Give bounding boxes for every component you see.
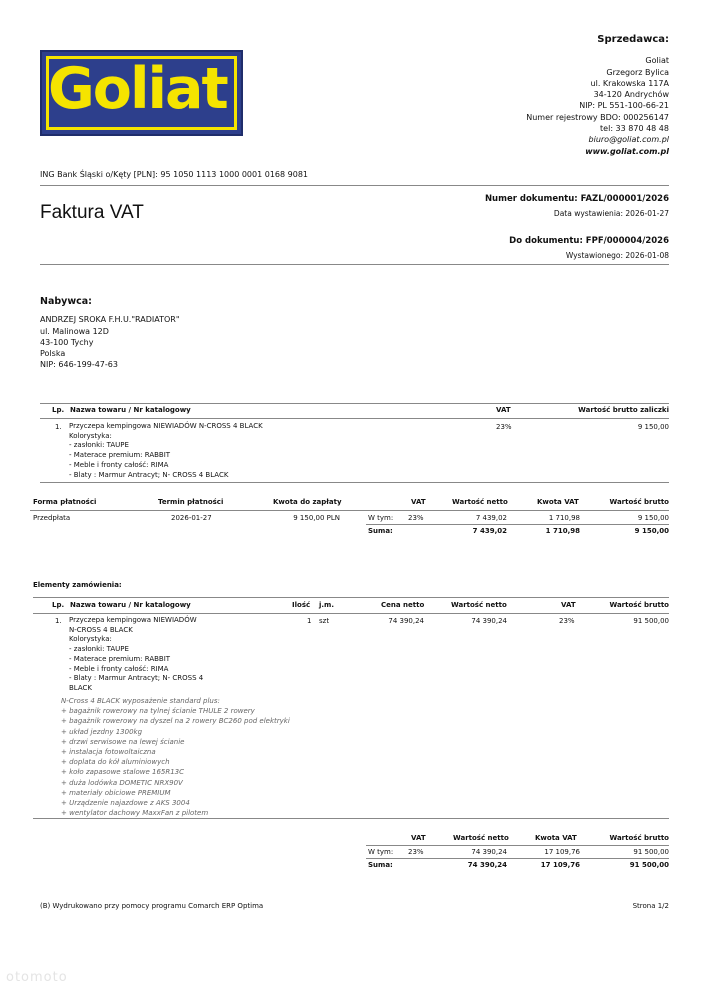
sum-gross: 91 500,00	[629, 861, 669, 869]
buyer-line: NIP: 646-199-47-63	[40, 360, 118, 370]
breakdown-label: W tym:	[368, 848, 394, 856]
item-line: - Blaty : Marmur Antracyt; N- CROSS 4	[69, 674, 204, 683]
sum-vat: 17 109,76	[540, 861, 580, 869]
table-border	[33, 597, 669, 598]
logo-text: Goliat	[48, 56, 227, 122]
vat-rate: 23%	[408, 848, 424, 856]
bank-account: ING Bank Śląski o/Kęty [PLN]: 95 1050 1113 1000 0001 0168 9081	[40, 170, 309, 179]
table-border	[40, 418, 669, 419]
net-value: 74 390,24	[471, 848, 507, 856]
equipment-line: + koło zapasowe stalowe 165R13C	[61, 768, 185, 777]
row-vat: 23%	[496, 423, 512, 431]
document-number: Numer dokumentu: FAZL/000001/2026	[484, 194, 669, 204]
item-line: N-CROSS 4 BLACK	[69, 625, 133, 634]
row-lp: 1.	[55, 423, 62, 431]
issue-date: Data wystawienia: 2026-01-27	[553, 209, 669, 218]
item-description	[69, 422, 263, 480]
seller-line: ul. Krakowska 117A	[590, 78, 669, 88]
order-heading: Elementy zamówienia:	[33, 581, 122, 589]
table-border	[30, 510, 669, 511]
column-header-name: Nazwa towaru / Nr katalogowy	[70, 601, 191, 609]
item-description	[69, 616, 203, 694]
row-gross: 91 500,00	[633, 617, 669, 625]
seller-line: Numer rejestrowy BDO: 000256147	[526, 112, 669, 122]
divider	[40, 185, 669, 186]
item-line: - Meble i fronty całość: RIMA	[69, 460, 169, 469]
seller-line: tel: 33 870 48 48	[600, 124, 669, 134]
row-lp: 1.	[55, 617, 62, 625]
column-header-payment-form: Forma płatności	[33, 498, 97, 506]
equipment-line: + duża lodówka DOMETIC NRX90V	[61, 778, 183, 787]
item-line: - Blaty : Marmur Antracyt; N- CROSS 4 BLACK	[69, 470, 229, 479]
item-line: Przyczepa kempingowa NIEWIADÓW	[69, 616, 197, 624]
column-header-vat: VAT	[411, 498, 426, 506]
sum-label: Suma:	[368, 527, 393, 535]
table-border	[40, 482, 669, 483]
equipment-line: + bagażnik rowerowy na tylnej ścianie THULE 2 rowery	[61, 707, 255, 716]
item-line: - zasłonki: TAUPE	[69, 645, 129, 654]
buyer-line: 43-100 Tychy	[40, 337, 94, 347]
column-header-net-value: Wartość netto	[452, 498, 508, 506]
divider	[40, 264, 669, 265]
buyer-line: Polska	[40, 349, 66, 359]
printed-note: (B) Wydrukowano przy pomocy programu Comarch ERP Optima	[40, 902, 264, 910]
buyer-block	[40, 296, 180, 371]
sum-net: 7 439,02	[472, 527, 507, 535]
watermark: otomoto	[6, 970, 68, 985]
gross-value: 9 150,00	[637, 514, 669, 522]
column-header-vat: VAT	[561, 601, 576, 609]
equipment-line: + doplata do kół aluminiowych	[61, 758, 170, 767]
buyer-heading: Nabywca:	[40, 296, 92, 307]
column-header-vat-amount: Kwota VAT	[537, 498, 579, 506]
equipment-line: + bagażnik rowerowy na dyszel na 2 rowery BC260 pod elektryki	[61, 717, 290, 726]
column-header-gross-advance: Wartość brutto zaliczki	[578, 406, 669, 414]
table-border	[366, 845, 669, 846]
row-gross: 9 150,00	[637, 423, 669, 431]
equipment-list	[61, 696, 290, 818]
table-border	[366, 524, 669, 525]
column-header-amount-due: Kwota do zapłaty	[273, 498, 342, 506]
column-header-name: Nazwa towaru / Nr katalogowy	[70, 406, 191, 414]
column-header-payment-term: Termin płatności	[158, 498, 224, 506]
column-header-vat-amount: Kwota VAT	[535, 834, 577, 842]
table-border	[40, 403, 669, 404]
column-header-vat: VAT	[411, 834, 426, 842]
buyer-line: ul. Malinowa 12D	[40, 326, 109, 336]
vat-amount: 1 710,98	[548, 514, 580, 522]
payment-term: 2026-01-27	[171, 514, 212, 522]
equipment-line: + instalacja fotowoltaiczna	[61, 748, 156, 757]
equipment-line: + Urządzenie najazdowe z AKS 3004	[61, 799, 190, 808]
vat-amount: 17 109,76	[544, 848, 580, 856]
company-logo	[40, 50, 243, 136]
item-line: - Materace premium: RABBIT	[69, 451, 171, 460]
row-unit: szt	[319, 617, 330, 625]
reference-document: Do dokumentu: FPF/000004/2026	[509, 236, 669, 246]
seller-website-link[interactable]: www.goliat.com.pl	[585, 146, 669, 156]
item-line: - Meble i fronty całość: RIMA	[69, 664, 169, 673]
seller-heading: Sprzedawca:	[597, 34, 669, 45]
seller-line: Grzegorz Bylica	[606, 67, 669, 77]
column-header-quantity: Ilość	[292, 601, 311, 609]
breakdown-label: W tym:	[368, 514, 394, 522]
column-header-unit: j.m.	[319, 601, 335, 609]
equipment-line: + układ jezdny 1300kg	[61, 727, 143, 736]
sum-vat: 1 710,98	[545, 527, 580, 535]
column-header-vat: VAT	[496, 406, 511, 414]
row-net-value: 74 390,24	[471, 617, 507, 625]
seller-line: NIP: PL 551-100-66-21	[579, 101, 669, 111]
seller-line: 34-120 Andrychów	[593, 90, 669, 100]
net-value: 7 439,02	[475, 514, 507, 522]
item-line: - zasłonki: TAUPE	[69, 441, 129, 450]
seller-line: Goliat	[645, 56, 669, 66]
item-line: Kolorystyka:	[69, 431, 112, 440]
seller-block	[369, 34, 669, 157]
document-title: Faktura VAT	[40, 202, 144, 223]
column-header-gross-value: Wartość brutto	[609, 601, 669, 609]
seller-email-link[interactable]: biuro@goliat.com.pl	[588, 135, 669, 145]
column-header-gross-value: Wartość brutto	[609, 498, 669, 506]
item-line: BLACK	[69, 683, 93, 692]
table-border	[366, 858, 669, 859]
sum-gross: 9 150,00	[634, 527, 669, 535]
column-header-net-value: Wartość netto	[451, 601, 507, 609]
equipment-line: + materiały obiciowe PREMIUM	[61, 788, 171, 797]
reference-issued-date: Wystawionego: 2026-01-08	[565, 251, 669, 260]
vat-rate: 23%	[408, 514, 424, 522]
amount-due: 9 150,00 PLN	[293, 514, 340, 522]
row-vat: 23%	[559, 617, 575, 625]
table-border	[33, 818, 669, 819]
column-header-lp: Lp.	[52, 406, 65, 414]
row-net-price: 74 390,24	[388, 617, 424, 625]
item-line: - Materace premium: RABBIT	[69, 654, 171, 663]
equipment-line: + drzwi serwisowe na lewej ścianie	[61, 737, 185, 746]
sum-label: Suma:	[368, 861, 393, 869]
column-header-lp: Lp.	[52, 601, 65, 609]
row-quantity: 1	[307, 617, 312, 625]
column-header-net-price: Cena netto	[381, 601, 425, 609]
column-header-net-value: Wartość netto	[453, 834, 509, 842]
page-number: Strona 1/2	[632, 902, 669, 910]
equipment-line: + wentylator dachowy MaxxFan z pilotem	[61, 809, 209, 818]
item-line: Przyczepa kempingowa NIEWIADÓW N-CROSS 4 BLACK	[69, 422, 263, 430]
table-border	[33, 613, 669, 614]
buyer-line: ANDRZEJ SROKA F.H.U."RADIATOR"	[40, 315, 180, 325]
item-line: Kolorystyka:	[69, 635, 112, 644]
sum-net: 74 390,24	[467, 861, 507, 869]
gross-value: 91 500,00	[633, 848, 669, 856]
equipment-line: N-Cross 4 BLACK wyposażenie standard plus:	[61, 697, 220, 705]
column-header-gross-value: Wartość brutto	[609, 834, 669, 842]
payment-form: Przedpłata	[33, 514, 71, 522]
